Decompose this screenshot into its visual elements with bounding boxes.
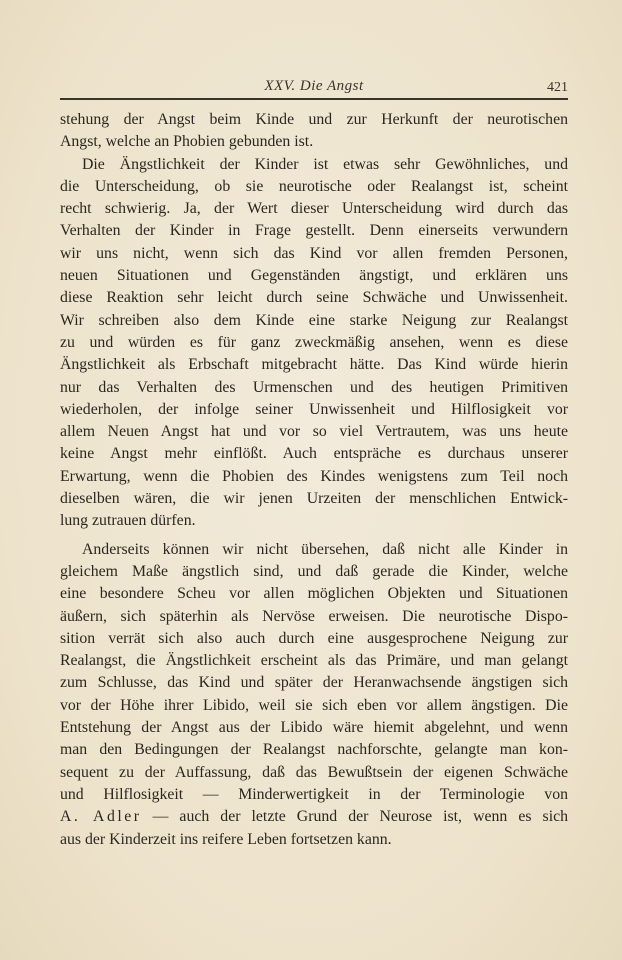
text-line: keine Angst mehr einflößt. Auch entspräche es durchaus unserer (60, 445, 568, 463)
text-line: Anderseits können wir nicht übersehen, daß nicht alle Kinder in (82, 540, 568, 558)
text-line: eine besondere Scheu vor allen möglichen Objekten und Situationen (60, 585, 568, 603)
author-name-spaced: A. Adler (60, 808, 142, 826)
text-line: dieselben wären, die wir jenen Urzeiten der menschlichen Entwick- (60, 490, 568, 508)
text-line: die Unterscheidung, ob sie neurotische oder Realangst ist, scheint (60, 177, 568, 195)
text-line: diese Reaktion sehr leicht durch seine Schwäche und Unwissenheit. (60, 289, 568, 307)
header-rule (60, 98, 568, 100)
text-line: zu und würden es für ganz zweckmäßig ansehen, wenn es diese (60, 333, 568, 351)
text-line: gleichem Maße ängstlich sind, und daß gerade die Kinder, welche (60, 562, 568, 580)
text-line: Entstehung der Angst aus der Libido wäre hiemit abgelehnt, und wenn (60, 719, 568, 737)
text-line: äußern, sich späterhin als Nervöse erweisen. Die neurotische Dispo- (60, 607, 568, 625)
page-number: 421 (547, 80, 568, 95)
text-line: sition verrät sich also auch durch eine ausgesprochene Neigung zur (60, 629, 568, 647)
text-line: Verhalten der Kinder in Frage gestellt. Denn einerseits verwundern (60, 222, 568, 240)
text-line: und Hilflosigkeit — Minderwertigkeit in der Terminologie von (60, 785, 568, 803)
text-line-rest: — auch der letzte Grund der Neurose ist, wenn es sich (141, 808, 568, 826)
text-line: Wir schreiben also dem Kinde eine starke Neigung zur Realangst (60, 311, 568, 329)
text-line: wir uns nicht, wenn sich das Kind vor allen fremden Personen, (60, 244, 568, 262)
running-head (60, 78, 568, 100)
text-line: Die Ängstlichkeit der Kinder ist etwas sehr Gewöhnliches, und (82, 155, 568, 173)
text-line: man den Bedingungen der Realangst nachforschte, gelangte man kon- (60, 741, 568, 759)
text-line: Realangst, die Ängstlichkeit erscheint als das Primäre, und man gelangt (60, 652, 568, 670)
text-line: aus der Kinderzeit ins reifere Leben fortsetzen kann. (60, 830, 392, 848)
text-line: allem Neuen Angst hat und vor so viel Vertrautem, was uns heute (60, 423, 568, 441)
body-text (60, 109, 568, 851)
text-line: vor der Höhe ihrer Libido, weil sie sich eben vor allem ängstigen. Die (60, 696, 568, 714)
text-line: zum Schlusse, das Kind und später der Heranwachsende ängstigen sich (60, 674, 568, 692)
paragraph (60, 154, 568, 533)
text-line: stehung der Angst beim Kinde und zur Herkunft der neurotischen (60, 111, 568, 128)
chapter-title: XXV. Die Angst (264, 78, 364, 94)
paragraph (60, 109, 568, 154)
text-line: sequent zu der Auffassung, daß das Bewußtsein der eigenen Schwäche (60, 763, 568, 781)
text-line: wiederholen, der infolge seiner Unwissenheit und Hilflosigkeit vor (60, 400, 568, 418)
text-line: nur das Verhalten des Urmenschen und des heutigen Primitiven (60, 378, 568, 396)
text-line: Erwartung, wenn die Phobien des Kindes wenigstens zum Teil noch (60, 467, 568, 485)
text-line: lung zutrauen dürfen. (60, 512, 196, 530)
text-line: Angst, welche an Phobien gebunden ist. (60, 133, 314, 151)
text-line: recht schwierig. Ja, der Wert dieser Unterscheidung wird durch das (60, 200, 568, 218)
text-line: Ängstlichkeit als Erbschaft mitgebracht hätte. Das Kind würde hierin (60, 356, 568, 374)
text-line (60, 806, 568, 828)
paragraph (60, 539, 568, 851)
text-line: neuen Situationen und Gegenständen ängstigt, und erklären uns (60, 267, 568, 285)
